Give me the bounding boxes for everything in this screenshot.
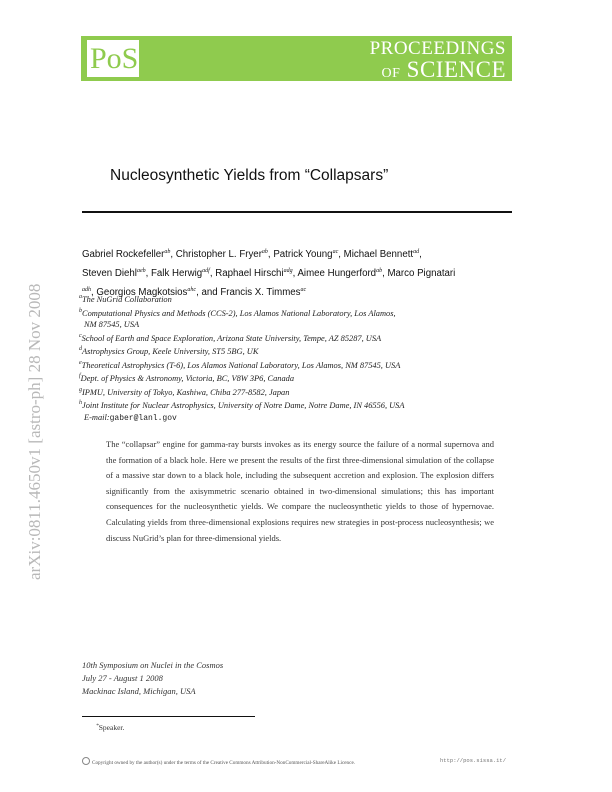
pos-logo-text: PoS — [90, 42, 139, 75]
pos-logo-graphic — [87, 40, 139, 77]
affiliation-item — [79, 331, 519, 345]
affiliation-text: School of Earth and Space Exploration, Arizona State University, Tempe, AZ 85287, USA — [81, 333, 382, 343]
email-label: E-mail: — [84, 412, 110, 422]
abstract: The “collapsar” engine for gamma-ray bursts invokes as its energy source the failure of a normal supernova and the formation of a black hole. Here we present the results of the first three-dimensional simulation of the collapse of a massive star down to a black hole, including the subsequent accretion and explosion. The explosion differs significantly from the axisymmetric scenario obtained in two-dimensional simulations; this has important consequences for the nucleosynthetic yields. We compare the nucleosynthetic yields to those of hypernovae. Calculating yields from three-dimensional explosions requires new strategies in post-process nucleosynthesis; we discuss NuGrid’s plan for three-dimensional yields. — [106, 439, 494, 543]
affiliation-text: IPMU, University of Tokyo, Kashiwa, Chiba 277-8582, Japan — [82, 387, 290, 397]
author-affil-marks: adg — [283, 268, 293, 274]
affiliation-mark: b — [79, 307, 82, 314]
author-name: Georgios Magkotsios — [96, 287, 188, 298]
author-name: Falk Herwig — [151, 268, 203, 279]
affiliation-item — [79, 398, 519, 412]
email-address[interactable]: gaber@lanl.gov — [109, 413, 177, 423]
affiliation-item — [79, 371, 519, 385]
pos-header-banner — [81, 36, 512, 81]
author-name: Francis X. Timmes — [220, 287, 301, 298]
author-affil-marks: ab — [164, 249, 171, 255]
affiliation-text: Astrophysics Group, Keele University, ST5 5BG, UK — [82, 347, 259, 356]
footnote-text: Speaker. — [98, 723, 125, 732]
affiliation-mark: h — [79, 400, 82, 406]
author-line-1 — [82, 244, 514, 263]
copyright-text: Copyright owned by the author(s) under the terms of the Creative Commons Attribution-NonCommercial-ShareAlike Licence. — [92, 760, 356, 766]
affiliation-item — [79, 358, 519, 372]
author-name: Aimee Hungerford — [297, 268, 377, 279]
author-separator: , and — [196, 287, 221, 298]
author-name: Michael Bennett — [343, 249, 414, 260]
wordmark-science: SCIENCE — [406, 57, 506, 82]
pos-url-link[interactable]: http://pos.sissa.it/ — [440, 757, 507, 764]
author-separator: , — [292, 268, 298, 279]
affiliation-mark: e — [79, 359, 82, 366]
author-separator: , — [382, 268, 388, 279]
affiliation-mark: d — [79, 346, 82, 352]
author-name: Raphael Hirschi — [215, 268, 284, 279]
affiliation-text: NM 87545, USA — [84, 320, 140, 329]
affiliation-item — [79, 319, 519, 331]
affiliation-list — [79, 292, 519, 424]
author-separator: , — [170, 249, 176, 260]
affiliation-text: Joint Institute for Nuclear Astrophysics, University of Notre Dame, Notre Dame, IN 46556, USA — [82, 401, 405, 410]
affiliation-mark: a — [79, 294, 82, 300]
copyright-notice — [82, 757, 355, 766]
author-separator: , — [419, 249, 422, 260]
author-affil-marks: ac — [332, 249, 339, 255]
conference-dates: July 27 - August 1 2008 — [82, 673, 163, 683]
affiliation-mark: c — [79, 332, 82, 339]
proceedings-wordmark: PROCEEDINGS — [369, 38, 506, 59]
science-wordmark — [382, 57, 507, 83]
affiliation-mark: g — [79, 386, 82, 393]
author-affil-marks: adf — [202, 268, 210, 274]
author-name: Gabriel Rockefeller — [82, 249, 165, 260]
wordmark-of: OF — [381, 66, 401, 81]
author-separator: , — [209, 268, 216, 279]
conference-info — [82, 659, 223, 698]
affiliation-mark: f — [79, 373, 81, 379]
author-affil-marks: ahc — [187, 287, 197, 293]
affiliation-item — [79, 306, 519, 320]
conference-name: 10th Symposium on Nuclei in the Cosmos — [82, 660, 224, 670]
footnote-mark: * — [96, 723, 99, 729]
paper-title: Nucleosynthetic Yields from “Collapsars” — [110, 167, 389, 184]
affiliation-text: The NuGrid Collaboration — [82, 295, 172, 304]
author-line-2 — [82, 263, 514, 282]
author-name: Patrick Young — [273, 249, 333, 260]
author-separator: , — [91, 287, 97, 298]
affiliation-text: Theoretical Astrophysics (T-6), Los Alamos National Laboratory, Los Alamos, NM 87545, USA — [81, 360, 401, 370]
author-separator: , — [267, 249, 274, 260]
author-separator: , — [338, 249, 344, 260]
arxiv-identifier: arXiv:0811.4650v1 [astro-ph] 28 Nov 2008 — [25, 283, 44, 580]
author-affil-marks: aeb — [136, 268, 146, 274]
author-name: Marco Pignatari — [387, 268, 456, 279]
affiliation-item — [79, 292, 519, 306]
affiliation-text: Computational Physics and Methods (CCS-2), Los Alamos National Laboratory, Los Alamos, — [82, 308, 396, 318]
pos-logo — [87, 40, 139, 77]
author-affil-marks: ab — [261, 249, 268, 255]
author-affil-marks: ab — [376, 268, 383, 274]
author-affil-marks: ad — [413, 249, 420, 255]
affiliation-text: Dept. of Physics & Astronomy, Victoria, BC, V8W 3P6, Canada — [80, 374, 295, 383]
email-line — [79, 412, 519, 425]
conference-location: Mackinac Island, Michigan, USA — [82, 686, 196, 696]
affiliation-item — [79, 385, 519, 399]
footnote — [96, 723, 124, 732]
author-name: Steven Diehl — [82, 268, 137, 279]
author-affil-marks: ac — [300, 287, 307, 293]
affiliation-item — [79, 344, 519, 358]
author-affil-marks: adh — [82, 287, 91, 293]
footnote-rule — [82, 716, 255, 717]
title-rule — [82, 211, 512, 213]
creative-commons-icon — [82, 757, 90, 765]
author-name: Christopher L. Fryer — [175, 249, 262, 260]
author-separator: , — [145, 268, 151, 279]
